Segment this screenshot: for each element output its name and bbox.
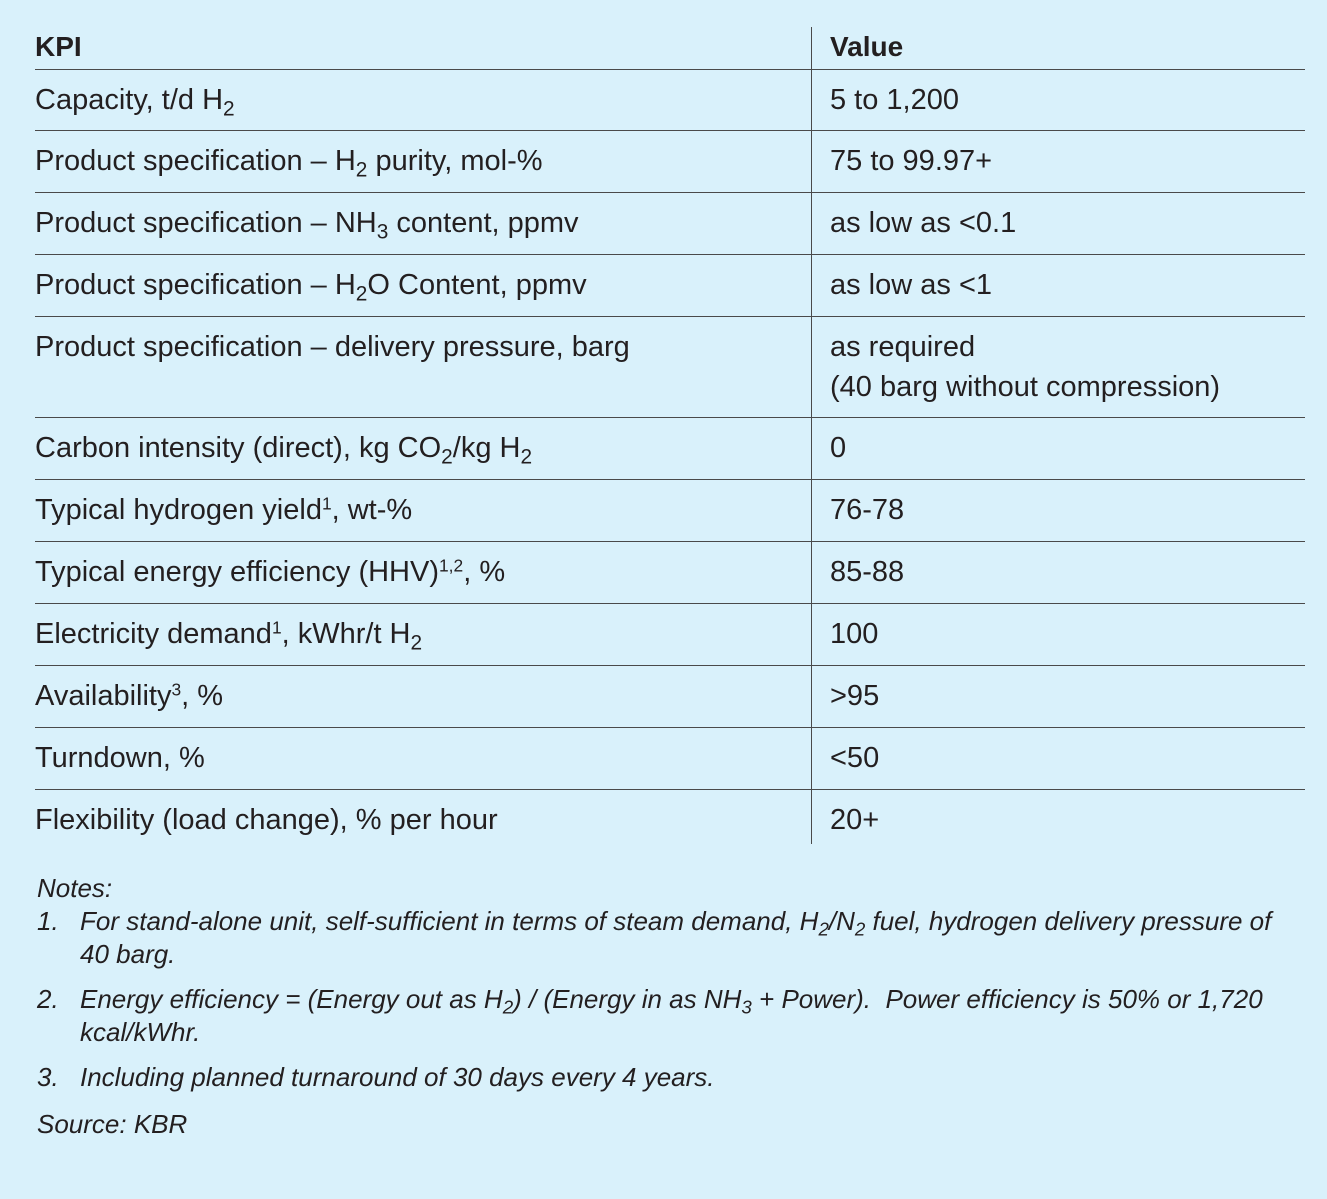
- table-row: [35, 255, 1305, 317]
- kpi-cell: Product specification – $H_2O$ Content, ppmv: [35, 269, 587, 306]
- kpi-cell: Typical energy efficiency (HHV)$^{1,2}$, %: [35, 555, 506, 588]
- table-row: [35, 542, 1305, 604]
- value-cell: 85-88: [811, 542, 1305, 603]
- value-cell: 20+: [811, 790, 1305, 844]
- notes-section: [37, 872, 1297, 1141]
- value-cell: 100: [811, 604, 1305, 665]
- note-item: [37, 983, 1297, 1049]
- table-row: [35, 480, 1305, 542]
- kpi-cell: Product specification – $NH_3$ content, ppmv: [35, 207, 579, 244]
- note-number: 3.: [37, 1062, 59, 1092]
- table-row: [35, 70, 1305, 131]
- kpi-cell: Availability$^3$, %: [35, 679, 224, 712]
- value-column-header: Value: [811, 27, 1305, 69]
- table-row: [35, 604, 1305, 666]
- note-text: For stand-alone unit, self-sufficient in terms of steam demand, $H_2/N_2$ fuel, hydrogen delivery pressure of 40 barg.: [80, 906, 1272, 969]
- kpi-column-header: KPI: [35, 31, 82, 62]
- kpi-cell: Typical hydrogen yield$^1$, wt-%: [35, 493, 413, 526]
- source-line: Source: KBR: [37, 1109, 188, 1139]
- kpi-cell: Capacity, t/d $H_2$: [35, 84, 235, 121]
- value-cell: <50: [811, 728, 1305, 789]
- table-row: [35, 131, 1305, 193]
- value-cell: 75 to 99.97+: [811, 131, 1305, 192]
- value-cell: as low as <0.1: [811, 193, 1305, 254]
- table-row: [35, 193, 1305, 255]
- value-cell: 76-78: [811, 480, 1305, 541]
- value-cell: 0: [811, 418, 1305, 479]
- kpi-cell: Turndown, %: [35, 742, 205, 774]
- note-text: Energy efficiency = (Energy out as $H_2$) / (Energy in as $NH_3$ + Power). Power efficiency is 50% or 1,720 kcal/kWhr.: [80, 984, 1263, 1047]
- notes-title: Notes:: [37, 873, 113, 903]
- value-cell: as required (40 barg without compression): [811, 317, 1305, 417]
- table-row: [35, 728, 1305, 790]
- note-number: 2.: [37, 984, 59, 1014]
- note-item: [37, 1061, 1297, 1094]
- kpi-cell: Carbon intensity (direct), kg $CO_2/kg$ $H_2$: [35, 432, 533, 469]
- table-header-row: [35, 27, 1305, 70]
- value-cell: >95: [811, 666, 1305, 727]
- table-row: [35, 317, 1305, 418]
- note-text: Including planned turnaround of 30 days every 4 years.: [80, 1062, 715, 1092]
- kpi-table: [35, 27, 1305, 844]
- value-cell: as low as <1: [811, 255, 1305, 316]
- note-number: 1.: [37, 906, 59, 936]
- value-cell: 5 to 1,200: [811, 70, 1305, 130]
- kpi-cell: Product specification – delivery pressure, barg: [35, 331, 630, 363]
- table-row: [35, 666, 1305, 728]
- kpi-cell: Electricity demand$^1$, kWhr/t $H_2$: [35, 617, 423, 655]
- kpi-cell: Product specification – $H_2$ purity, mol-%: [35, 145, 543, 182]
- table-row: [35, 790, 1305, 844]
- note-item: [37, 905, 1297, 971]
- kpi-cell: Flexibility (load change), % per hour: [35, 804, 498, 836]
- table-row: [35, 418, 1305, 480]
